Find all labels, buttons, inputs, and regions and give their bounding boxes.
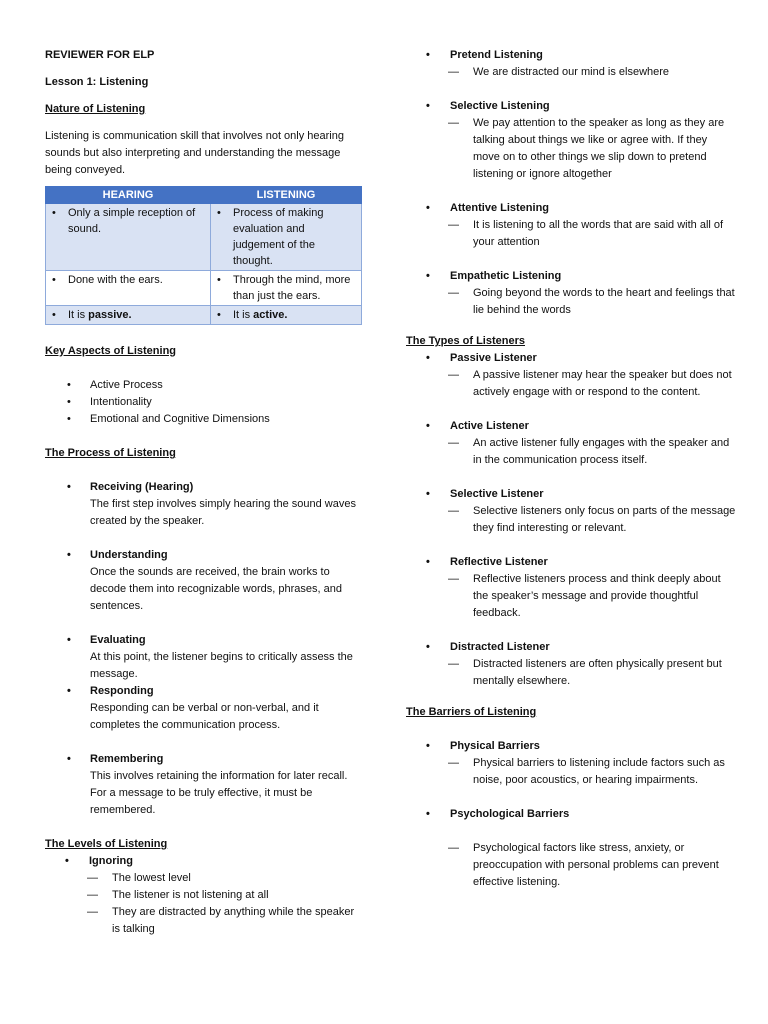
table-row <box>46 271 362 306</box>
cell-text <box>211 307 357 323</box>
table-row <box>46 204 362 271</box>
table-cell <box>46 306 211 325</box>
process-item-desc: This involves retaining the information for later recall. For a message to be truly effective, it must be remembered. <box>90 770 348 816</box>
lesson-title: Lesson 1: Listening <box>45 76 149 88</box>
process-heading: The Process of Listening <box>45 447 176 459</box>
table-cell <box>46 271 211 306</box>
process-item-desc: At this point, the listener begins to critically assess the message. <box>90 651 353 680</box>
cell-prefix: It is <box>68 309 89 321</box>
cell-text <box>46 307 206 323</box>
cell-text: • Done with the ears. <box>46 272 206 288</box>
table-cell <box>211 271 362 306</box>
process-item-title: • Understanding <box>45 547 365 564</box>
process-item-title: • Receiving (Hearing) <box>45 479 365 496</box>
cell-emphasis: active. <box>253 309 288 321</box>
table-header-listening: LISTENING <box>211 187 362 204</box>
list-item: • Intentionality <box>45 394 365 411</box>
level-item-title: • Empathetic Listening <box>406 268 736 285</box>
listener-item-title: • Active Listener <box>406 418 736 435</box>
process-item-desc: The first step involves simply hearing the sound waves created by the speaker. <box>90 498 356 527</box>
barrier-item-title: • Psychological Barriers <box>406 806 736 823</box>
cell-text: • Only a simple reception of sound. <box>46 205 206 237</box>
key-aspects-heading: Key Aspects of Listening <box>45 345 177 357</box>
right-column <box>406 47 736 891</box>
barrier-item-desc: — Psychological factors like stress, anxiety, or preoccupation with personal problems can prevent effective listening. <box>406 840 736 891</box>
level-point: — The listener is not listening at all <box>45 887 365 904</box>
listener-item-desc: — An active listener fully engages with the speaker and in the communication process itself. <box>406 435 736 469</box>
table-row <box>46 306 362 325</box>
listener-item-desc: — Distracted listeners are often physically present but mentally elsewhere. <box>406 656 736 690</box>
listener-item-desc: — A passive listener may hear the speaker but does not actively engage with or respond to the content. <box>406 367 736 401</box>
left-column <box>45 47 365 938</box>
level-item-title: • Attentive Listening <box>406 200 736 217</box>
cell-emphasis: passive. <box>88 309 132 321</box>
cell-text: • Process of making evaluation and judgement of the thought. <box>211 205 357 269</box>
table-header-row <box>46 187 362 204</box>
level-item-desc: — It is listening to all the words that are said with all of your attention <box>406 217 736 251</box>
process-item-title: • Remembering <box>45 751 365 768</box>
level-point: — They are distracted by anything while the speaker is talking <box>45 904 365 938</box>
document-title: REVIEWER FOR ELP <box>45 49 155 61</box>
process-item-desc: Once the sounds are received, the brain works to decode them into recognizable words, phrases, and sentences. <box>90 566 342 612</box>
table-header-hearing: HEARING <box>46 187 211 204</box>
listeners-heading: The Types of Listeners <box>406 335 525 347</box>
table-cell <box>211 204 362 271</box>
list-item: • Emotional and Cognitive Dimensions <box>45 411 365 428</box>
cell-prefix: It is <box>233 309 254 321</box>
level-item-title: • Selective Listening <box>406 98 736 115</box>
cell-text: • Through the mind, more than just the ears. <box>211 272 357 304</box>
process-item-title: • Evaluating <box>45 632 365 649</box>
barrier-item-title: • Physical Barriers <box>406 738 736 755</box>
table-cell <box>46 204 211 271</box>
listener-item-title: • Reflective Listener <box>406 554 736 571</box>
level-item-desc: — Going beyond the words to the heart and feelings that lie behind the words <box>406 285 736 319</box>
barriers-heading: The Barriers of Listening <box>406 706 537 718</box>
list-item: • Active Process <box>45 377 365 394</box>
table-cell <box>211 306 362 325</box>
levels-heading: The Levels of Listening <box>45 838 168 850</box>
listener-item-desc: — Reflective listeners process and think deeply about the speaker’s message and provide thoughtful feedback. <box>406 571 736 622</box>
level-item-desc: — We pay attention to the speaker as long as they are talking about things we like or agree with. If they move on to other things we slip down to pretend listening or ignore altogether <box>406 115 736 183</box>
process-item-desc: Responding can be verbal or non-verbal, and it completes the communication process. <box>90 702 319 731</box>
barrier-item-desc: — Physical barriers to listening include factors such as noise, poor acoustics, or hearing impairments. <box>406 755 736 789</box>
level-item-desc: — We are distracted our mind is elsewhere <box>406 64 736 81</box>
process-item-title: • Responding <box>45 683 365 700</box>
listener-item-title: • Distracted Listener <box>406 639 736 656</box>
level-item-title: • Pretend Listening <box>406 47 736 64</box>
listener-item-desc: — Selective listeners only focus on parts of the message they find interesting or relevant. <box>406 503 736 537</box>
listener-item-title: • Selective Listener <box>406 486 736 503</box>
nature-text: Listening is communication skill that involves not only hearing sounds but also interpreting and understanding the message being conveyed. <box>45 130 344 176</box>
nature-heading: Nature of Listening <box>45 103 146 115</box>
level-item-title: • Ignoring <box>45 853 365 870</box>
level-point: — The lowest level <box>45 870 365 887</box>
hearing-listening-table <box>45 186 362 325</box>
listener-item-title: • Passive Listener <box>406 350 736 367</box>
